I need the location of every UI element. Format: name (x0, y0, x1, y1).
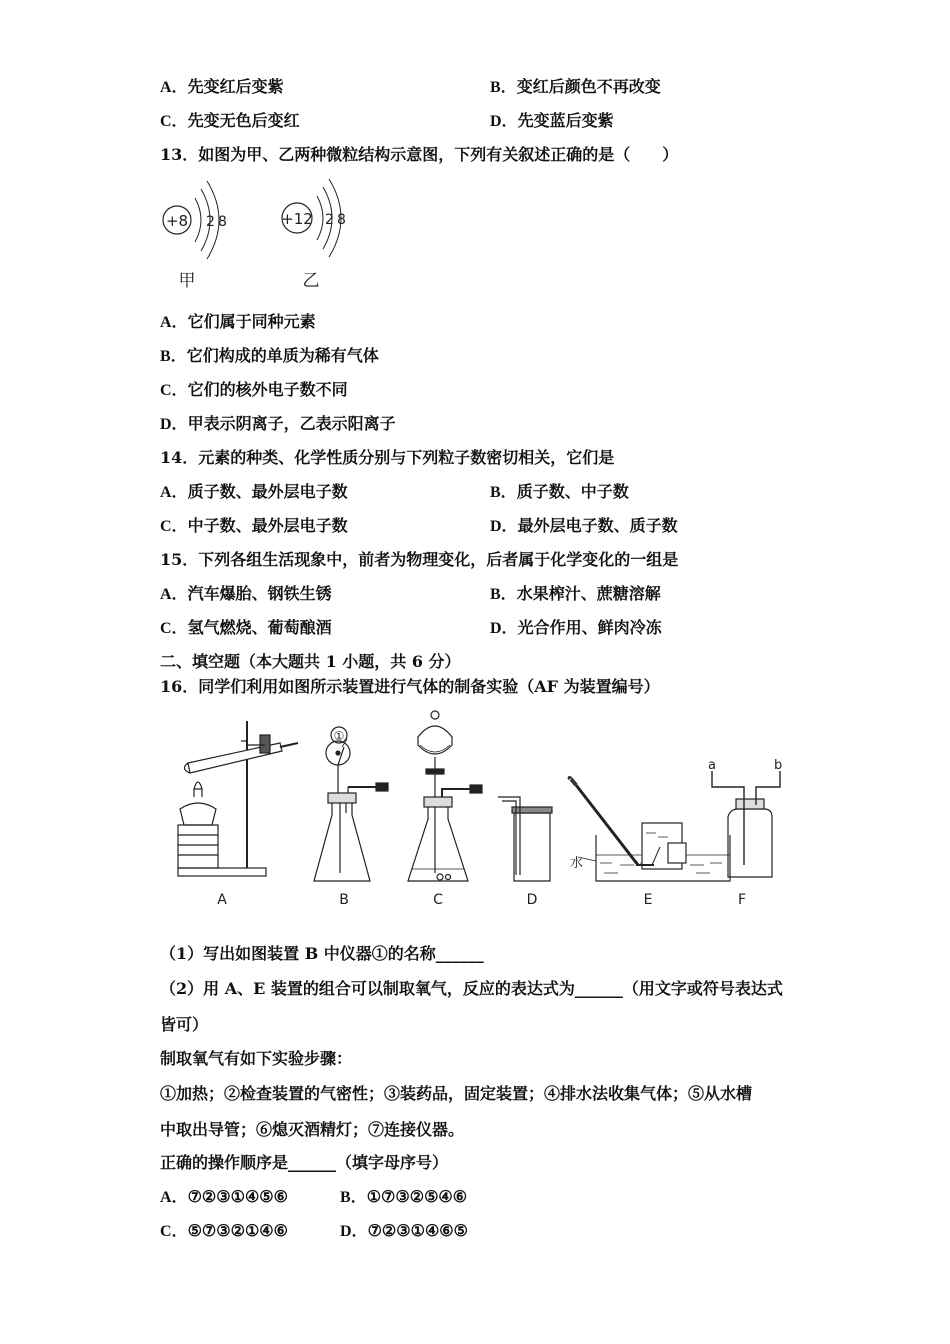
q14-option-d: D．最外层电子数、质子数 (490, 516, 678, 535)
q12-option-d: D．先变蓝后变紫 (490, 111, 614, 130)
apparatus-e (570, 778, 730, 881)
q14-option-b: B．质子数、中子数 (490, 482, 629, 501)
q16-apparatus-figure (160, 705, 800, 915)
jia-shell-1: 2 (206, 214, 215, 230)
q14-stem: 14．元素的种类、化学性质分别与下列粒子数密切相关，它们是 (160, 448, 615, 467)
apparatus-c (408, 711, 482, 881)
q16-steps-line-1: ①加热；②检查装置的气密性；③装药品，固定装置；④排水法收集气体；⑤从水槽 (160, 1084, 753, 1103)
q16-steps-line-2: 中取出导管；⑥熄灭酒精灯；⑦连接仪器。 (160, 1120, 465, 1139)
apparatus-e-water-label: 水 (570, 856, 584, 871)
q14-option-a: A．质子数、最外层电子数 (160, 482, 348, 501)
yi-shell-2: 8 (337, 212, 346, 228)
q13-option-c: C．它们的核外电子数不同 (160, 380, 348, 399)
jia-caption: 甲 (178, 271, 196, 291)
apparatus-label-a: A (217, 892, 227, 908)
q13-option-b: B．它们构成的单质为稀有气体 (160, 346, 379, 365)
q13-stem: 13．如图为甲、乙两种微粒结构示意图，下列有关叙述正确的是（ ） (160, 145, 679, 164)
q16-steps-intro: 制取氧气有如下实验步骤： (160, 1049, 353, 1068)
q16-stem: 16．同学们利用如图所示装置进行气体的制备实验（AF 为装置编号） (160, 677, 660, 696)
yi-shell-1: 2 (325, 212, 334, 228)
q12-option-c: C．先变无色后变红 (160, 111, 300, 130)
apparatus-f-port-b: b (774, 758, 783, 773)
apparatus-label-b: B (339, 892, 349, 908)
apparatus-f-port-a: a (708, 758, 716, 773)
q16-part-1: （1）写出如图装置 B 中仪器①的名称______ (160, 944, 484, 963)
q16-option-c: C．⑤⑦③②①④⑥ (160, 1221, 288, 1240)
q16-part-2-line-1: （2）用 A、E 装置的组合可以制取氧气，反应的表达式为______（用文字或符号表达式 (160, 979, 783, 998)
q15-option-d: D．光合作用、鲜肉冷冻 (490, 618, 662, 637)
q13-option-a: A．它们属于同种元素 (160, 312, 316, 331)
q16-order-question: 正确的操作顺序是______（填字母序号） (160, 1153, 449, 1172)
q12-option-a: A．先变红后变紫 (160, 77, 284, 96)
apparatus-a (178, 721, 298, 876)
q15-option-a: A．汽车爆胎、钢铁生锈 (160, 584, 332, 603)
jia-nucleus: +8 (165, 212, 189, 230)
jia-shell-2: 8 (218, 214, 227, 230)
q15-stem: 15．下列各组生活现象中，前者为物理变化，后者属于化学变化的一组是 (160, 550, 679, 569)
jia-atom-diagram (163, 181, 227, 291)
apparatus-label-e: E (643, 892, 653, 908)
apparatus-d (498, 797, 552, 881)
q13-atom-figure (155, 172, 365, 297)
yi-atom-diagram (281, 179, 346, 291)
section-2-title: 二、填空题（本大题共 1 小题，共 6 分） (160, 652, 461, 671)
yi-nucleus: +12 (281, 210, 313, 228)
q16-option-a: A．⑦②③①④⑤⑥ (160, 1187, 288, 1206)
apparatus-b-marker: ① (333, 729, 345, 743)
apparatus-b (314, 727, 388, 881)
q12-option-b: B．变红后颜色不再改变 (490, 77, 661, 96)
q16-option-b: B．①⑦③②⑤④⑥ (340, 1187, 468, 1206)
q14-option-c: C．中子数、最外层电子数 (160, 516, 348, 535)
yi-caption: 乙 (302, 271, 320, 291)
q15-option-c: C．氢气燃烧、葡萄酿酒 (160, 618, 332, 637)
apparatus-f (708, 758, 782, 877)
q16-option-d: D．⑦②③①④⑥⑤ (340, 1221, 468, 1240)
apparatus-label-c: C (433, 892, 443, 908)
q16-part-2-line-2: 皆可） (160, 1015, 209, 1034)
apparatus-label-f: F (737, 892, 747, 908)
apparatus-label-d: D (526, 892, 538, 908)
q13-option-d: D．甲表示阴离子，乙表示阳离子 (160, 414, 396, 433)
q15-option-b: B．水果榨汁、蔗糖溶解 (490, 584, 661, 603)
